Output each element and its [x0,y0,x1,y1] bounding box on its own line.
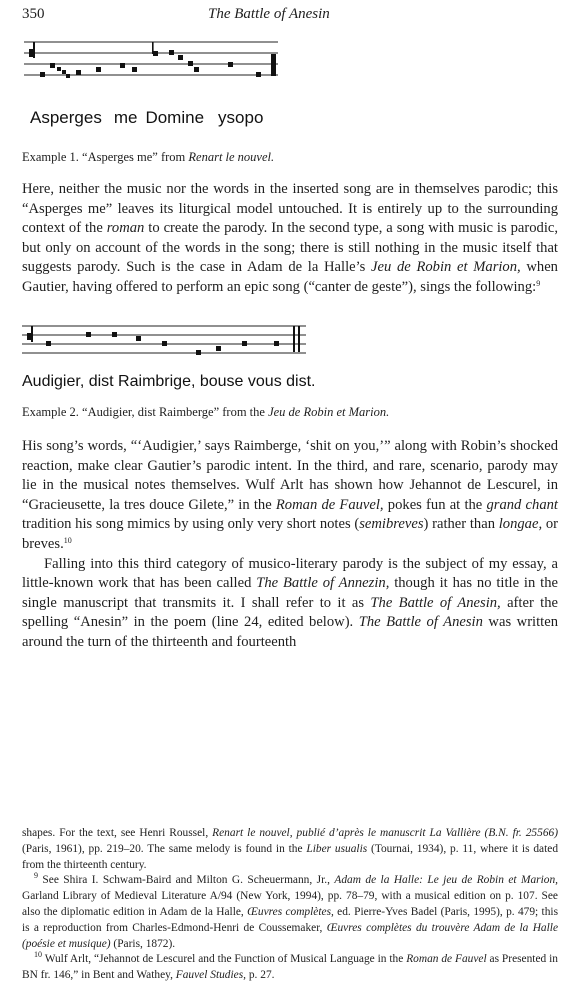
neume [50,63,55,68]
example-2-notation [22,322,306,362]
footnote-continuation: shapes. For the text, see Henri Roussel, Renart le nouvel, publié d’après le manuscrit La Vallière (B.N. fr. 25566) (Paris, 1961), pp. 219–20. The same melody is found in the Liber usualis (Tournai, 1934), p. 11, where it is dated from the thirteenth century. [22,827,559,871]
neume [62,70,66,74]
neume [178,55,183,60]
neume [162,341,167,346]
neume [274,341,279,346]
neume [96,67,101,72]
neume [256,72,261,77]
lyric-word: Asperges [30,108,102,127]
running-title: The Battle of Anesin [208,6,330,22]
neume [216,346,221,351]
lyric-word: Domine [145,108,205,127]
neume [169,50,174,55]
neume [57,67,61,71]
footnote-ref-10: 10 [63,535,72,545]
neume [66,74,70,78]
example-1-notation [24,34,278,92]
neume [120,63,125,68]
lyric-word: ysopo [218,108,264,127]
example-2-staff [22,322,306,362]
neume [76,70,81,75]
footnote-10: $^{10}$ Wulf Arlt, “Jehannot de Lescurel and the Function of Musical Language in the Roman de Fauvel as Presented in BN fr. 146,” in Bent and Wathey, Fauvel Studies, p. 27. [22,950,558,982]
example-1-staff [24,34,278,92]
neume [153,51,158,56]
page-header [22,6,562,26]
paragraph-3: Falling into this third category of musico-literary parody is the subject of my essay, a little-known work that has been called The Battle of Annezin, though it has no title in the single manuscript that transmits it. I shall refer to it as The Battle of Anesin, after the spelling “Anesin” in the poem (line 24, edited below). The Battle of Anesin was written around the turn of the thirteenth and fourteenth [22,555,559,650]
lyric-word: me [113,108,138,127]
neume [228,62,233,67]
neume [242,341,247,346]
neume [194,67,199,72]
footnote-ref-9: 9 [536,278,541,288]
paragraph-2: His song’s words, “‘Audigier,’ says Raimberge, ‘shit on you,’” along with Robin’s shocked reaction, make clear Gautier’s parodic intent. In the third, and rare, scenario, parody may lie in the musical notes themselves. Wulf Arlt has shown how Jehannot de Lescurel, in “Gracieusette, la tres douce Gilete,” in the Roman de Fauvel, pokes fun at the grand chant tradition his song mimics by using only very short notes (semibreves) rather than longae, or breves.$^{10}$ [22,438,558,552]
neume [40,72,45,77]
paragraph-1: Here, neither the music nor the words in the inserted song are in themselves parodic; this “Asperges me” leaves its liturgical model untouched. It is entirely up to the surrounding context of the roman to create the parody. In the second type, a song with music is parodic, but only on account of the words in the song; there is still nothing in the music itself that suggests parody. Such is the case in Adam de la Halle’s Jeu de Robin et Marion, when Gautier, having offered to perform an epic song (“canter de geste”), sings the following:$^9$ [22,181,558,295]
neume [196,350,201,355]
paragraphs-2-3 [22,437,558,653]
example-2-lyrics: Audigier, dist Raimbrige, bouse vous dist. [22,373,316,390]
neume [132,67,137,72]
neume [46,341,51,346]
neume [188,61,193,66]
footnotes [22,826,558,984]
page-number: 350 [22,6,45,22]
neume [86,332,91,337]
footnote-9: $^9$ See Shira I. Schwam-Baird and Milton G. Scheuermann, Jr., Adam de la Halle: Le jeu de Robin et Marion, Garland Library of Medieval Literature A/94 (New York, 1994), pp. 78–79, with a musical edition on p. 107. See also the diplomatic edition in Adam de la Halle, Œuvres complètes, ed. Pierre-Yves Badel (Paris, 1995), p. 479; this is a reproduction from Charles-Edmond-Henri de Coussemaker, Œuvres complètes du trouvère Adam de la Halle (poésie et musique) (Paris, 1872). [22,871,558,950]
example-1-caption: Example 1. “Asperges me” from Renart le nouvel. [22,150,275,164]
example-1-lyrics [30,108,263,128]
neume [136,336,141,341]
example-2-caption: Example 2. “Audigier, dist Raimberge” from the Jeu de Robin et Marion. [22,405,390,419]
neume [112,332,117,337]
